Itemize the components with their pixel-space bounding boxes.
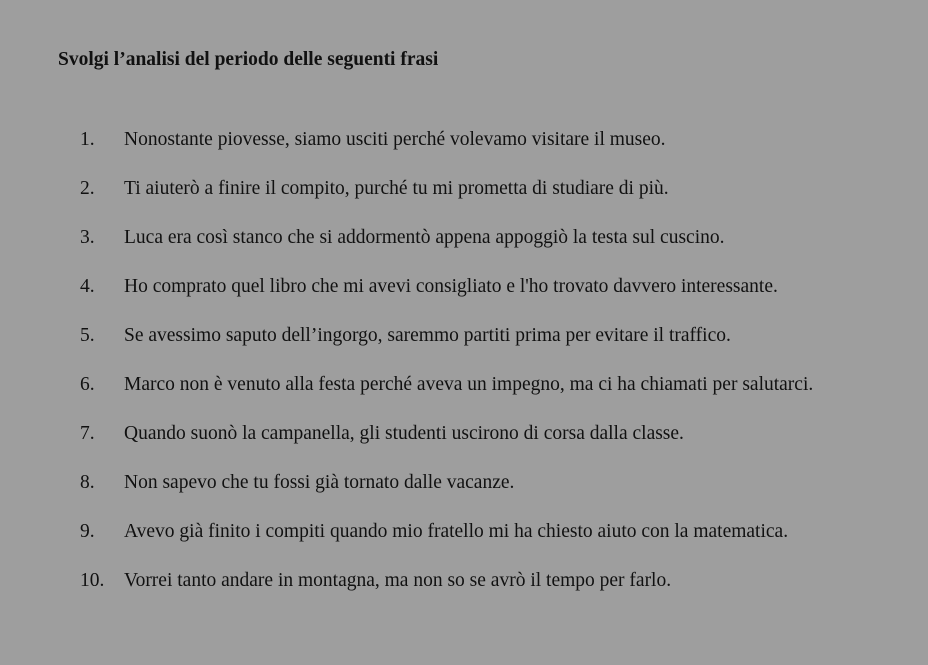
item-text: Marco non è venuto alla festa perché aveva un impegno, ma ci ha chiamati per salutarci. [124,374,814,395]
item-text: Quando suonò la campanella, gli studenti uscirono di corsa dalla classe. [124,423,684,444]
item-number: 3. [80,227,95,248]
item-number: 10. [80,570,105,591]
item-text: Ti aiuterò a finire il compito, purché tu mi prometta di studiare di più. [124,178,669,199]
item-number: 7. [80,423,95,444]
page-title: Svolgi l’analisi del periodo delle seguenti frasi [58,49,439,70]
item-text: Non sapevo che tu fossi già tornato dalle vacanze. [124,472,515,493]
item-number: 5. [80,325,95,346]
item-number: 6. [80,374,95,395]
item-text: Ho comprato quel libro che mi avevi consigliato e l'ho trovato davvero interessante. [124,276,778,297]
item-number: 4. [80,276,95,297]
item-text: Luca era così stanco che si addormentò appena appoggiò la testa sul cuscino. [124,227,725,248]
item-text: Se avessimo saputo dell’ingorgo, saremmo partiti prima per evitare il traffico. [124,325,731,346]
item-number: 8. [80,472,95,493]
item-number: 9. [80,521,95,542]
item-text: Nonostante piovesse, siamo usciti perché volevamo visitare il museo. [124,129,666,150]
item-text: Avevo già finito i compiti quando mio fratello mi ha chiesto aiuto con la matematica. [124,521,789,542]
item-text: Vorrei tanto andare in montagna, ma non so se avrò il tempo per farlo. [124,570,672,591]
item-number: 1. [80,129,95,150]
item-number: 2. [80,178,95,199]
